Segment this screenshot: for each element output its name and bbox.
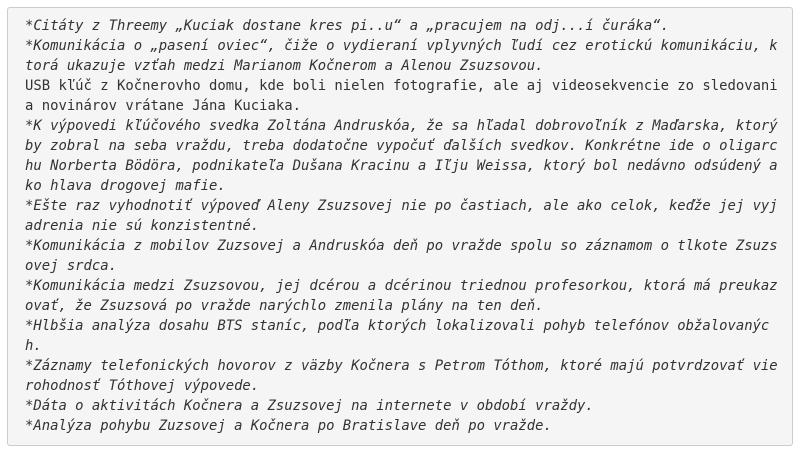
code-line: by zobral na seba vraždu, treba dodatočne vypočuť ďalších svedkov. Konkrétne ide o oligarc: [25, 138, 778, 154]
code-line: *Citáty z Threemy „Kuciak dostane kres pi..u“ a „pracujem na odj...í čuráka“.: [25, 18, 669, 34]
code-line: *Dáta o aktivitách Kočnera a Zsuzsovej na internete v období vraždy.: [25, 398, 594, 414]
code-line: *Ešte raz vyhodnotiť výpoveď Aleny Zsuzsovej nie po častiach, ale ako celok, keďže jej vyj: [25, 198, 778, 214]
code-line: hu Norberta Bödöra, podnikateľa Dušana Kracinu a Iľju Weissa, ktorý bol nedávno odsúdený a: [25, 158, 778, 174]
code-line: USB kľúč z Kočnerovho domu, kde boli nielen fotografie, ale aj videosekvencie zo sledovani: [25, 78, 778, 94]
code-line: *Komunikácia o „pasení oviec“, čiže o vydieraní vplyvných ľudí cez erotickú komunikáciu, k: [25, 38, 778, 54]
code-line: ovať, že Zsuzsová po vražde narýchlo zmenila plány na ten deň.: [25, 298, 544, 314]
code-line: a novinárov vrátane Jána Kuciaka.: [25, 98, 301, 114]
code-line: *K výpovedi kľúčového svedka Zoltána Andruskóa, že sa hľadal dobrovoľník z Maďarska, ktorý: [25, 118, 778, 134]
code-line: *Analýza pohybu Zuzsovej a Kočnera po Bratislave deň po vražde.: [25, 418, 552, 434]
code-line: ovej srdca.: [25, 258, 117, 274]
code-line: *Komunikácia z mobilov Zuzsovej a Andruskóa deň po vražde spolu so záznamom o tlkote Zsuzs: [25, 238, 778, 254]
code-line: *Komunikácia medzi Zsuzsovou, jej dcérou a dcérinou triednou profesorkou, ktorá má preukaz: [25, 278, 778, 294]
code-line: *Záznamy telefonických hovorov z väzby Kočnera s Petrom Tóthom, ktoré majú potvrdzovať vie: [25, 358, 778, 374]
code-line: h.: [25, 338, 42, 354]
code-block: [7, 7, 793, 446]
code-line: ko hlava drogovej mafie.: [25, 178, 226, 194]
code-line: adrenia nie sú konzistentné.: [25, 218, 260, 234]
code-line: rohodnosť Tóthovej výpovede.: [25, 378, 260, 394]
code-line: torá ukazuje vzťah medzi Marianom Kočnerom a Alenou Zsuzsovou.: [25, 58, 544, 74]
code-line: *Hlbšia analýza dosahu BTS staníc, podľa ktorých lokalizovali pohyb telefónov obžalovanýc: [25, 318, 770, 334]
